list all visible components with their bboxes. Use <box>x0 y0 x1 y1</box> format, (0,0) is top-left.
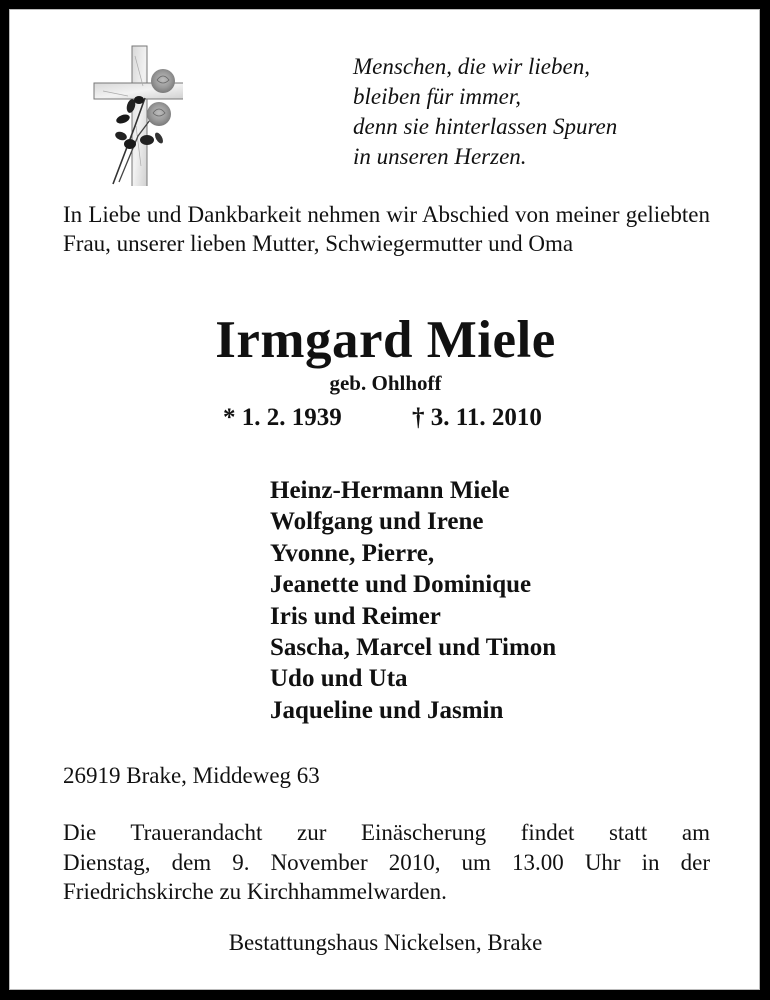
cross-with-roses-icon <box>83 36 183 186</box>
mourner: Heinz-Hermann Miele <box>270 477 510 504</box>
mourners-list <box>270 475 556 726</box>
service-line: Dienstag, dem 9. November 2010, um 13.00 Uhr in der <box>63 849 710 875</box>
mourner: Udo und Uta <box>270 665 408 693</box>
birth-date: * 1. 2. 1939 <box>223 404 342 431</box>
death-date: † 3. 11. 2010 <box>412 404 542 431</box>
undertaker: Bestattungshaus Nickelsen, Brake <box>228 930 543 955</box>
service-line: Friedrichskirche zu Kirchhammelwarden. <box>63 879 447 904</box>
deceased-name: Irmgard Miele <box>215 311 556 369</box>
mourner: Wolfgang und Irene <box>270 508 484 536</box>
service-line: Die Trauerandacht zur Einäscherung findet statt am <box>63 820 710 845</box>
poem-line: Menschen, die wir lieben, <box>353 54 590 79</box>
poem-line: denn sie hinterlassen Spuren <box>353 114 618 139</box>
mourner: Sascha, Marcel und Timon <box>270 634 557 662</box>
poem-line: bleiben für immer, <box>353 84 522 109</box>
mourner: Iris und Reimer <box>270 602 441 630</box>
intro-text: In Liebe und Dankbarkeit nehmen wir Abschied von meiner geliebten Frau, unserer lieben Mutter, Schwiegermutter und Oma <box>63 202 710 256</box>
mourner: Yvonne, Pierre, <box>270 539 435 567</box>
poem-line: in unseren Herzen. <box>353 144 527 169</box>
address: 26919 Brake, Middeweg 63 <box>63 763 320 788</box>
mourner: Jeanette und Dominique <box>270 571 532 599</box>
mourner: Jaqueline und Jasmin <box>270 696 504 724</box>
poem <box>353 52 617 172</box>
service-info <box>63 818 710 907</box>
maiden-name: geb. Ohlhoff <box>329 371 442 395</box>
obituary-notice <box>9 9 760 990</box>
